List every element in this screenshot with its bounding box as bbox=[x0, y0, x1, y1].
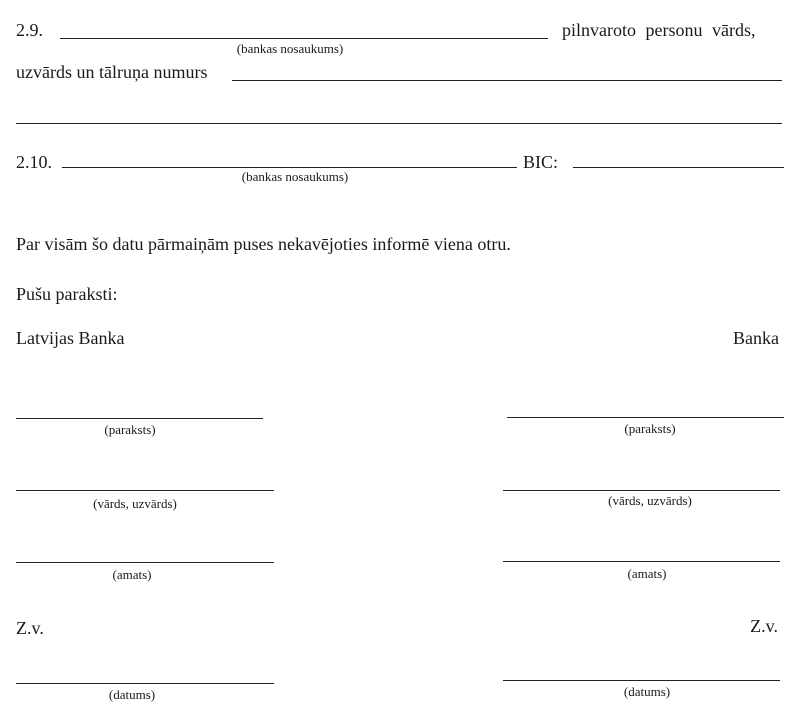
left-seal: Z.v. bbox=[16, 618, 44, 638]
section-2-10-number: 2.10. bbox=[16, 152, 52, 172]
right-signature-caption: (paraksts) bbox=[624, 421, 676, 436]
bic-label: BIC: bbox=[523, 152, 559, 172]
section-2-9-number: 2.9. bbox=[16, 20, 43, 40]
left-signature-line[interactable] bbox=[16, 418, 263, 419]
right-signature-line[interactable] bbox=[507, 417, 784, 418]
left-date-caption: (datums) bbox=[108, 687, 156, 702]
right-position-caption: (amats) bbox=[627, 566, 667, 581]
section-2-10-bank-caption: (bankas nosaukums) bbox=[241, 169, 349, 184]
right-seal: Z.v. bbox=[750, 616, 778, 636]
section-2-9-bank-caption: (bankas nosaukums) bbox=[236, 41, 344, 56]
section-2-9-bank-name-line[interactable] bbox=[60, 38, 548, 39]
section-2-9-tail-text: pilnvaroto personu vārds, bbox=[562, 20, 756, 40]
right-party-name: Banka bbox=[733, 328, 779, 348]
signatures-heading: Pušu paraksti: bbox=[16, 284, 118, 304]
section-2-10-bank-name-line[interactable] bbox=[62, 167, 517, 168]
right-position-line[interactable] bbox=[503, 561, 780, 562]
right-name-line[interactable] bbox=[503, 490, 780, 491]
left-name-line[interactable] bbox=[16, 490, 274, 491]
right-name-caption: (vārds, uzvārds) bbox=[608, 493, 692, 508]
bic-line[interactable] bbox=[573, 167, 784, 168]
left-party-name: Latvijas Banka bbox=[16, 328, 125, 348]
left-name-caption: (vārds, uzvārds) bbox=[93, 496, 177, 511]
left-signature-caption: (paraksts) bbox=[104, 422, 156, 437]
section-2-9-line2-label: uzvārds un tālruņa numurs bbox=[16, 62, 208, 82]
right-date-line[interactable] bbox=[503, 680, 780, 681]
right-date-caption: (datums) bbox=[623, 684, 671, 699]
section-2-9-contact-line[interactable] bbox=[232, 80, 782, 81]
left-position-line[interactable] bbox=[16, 562, 274, 563]
section-2-9-extra-line[interactable] bbox=[16, 123, 782, 124]
left-position-caption: (amats) bbox=[112, 567, 152, 582]
left-date-line[interactable] bbox=[16, 683, 274, 684]
notice-text: Par visām šo datu pārmaiņām puses nekavējoties informē viena otru. bbox=[16, 234, 511, 254]
